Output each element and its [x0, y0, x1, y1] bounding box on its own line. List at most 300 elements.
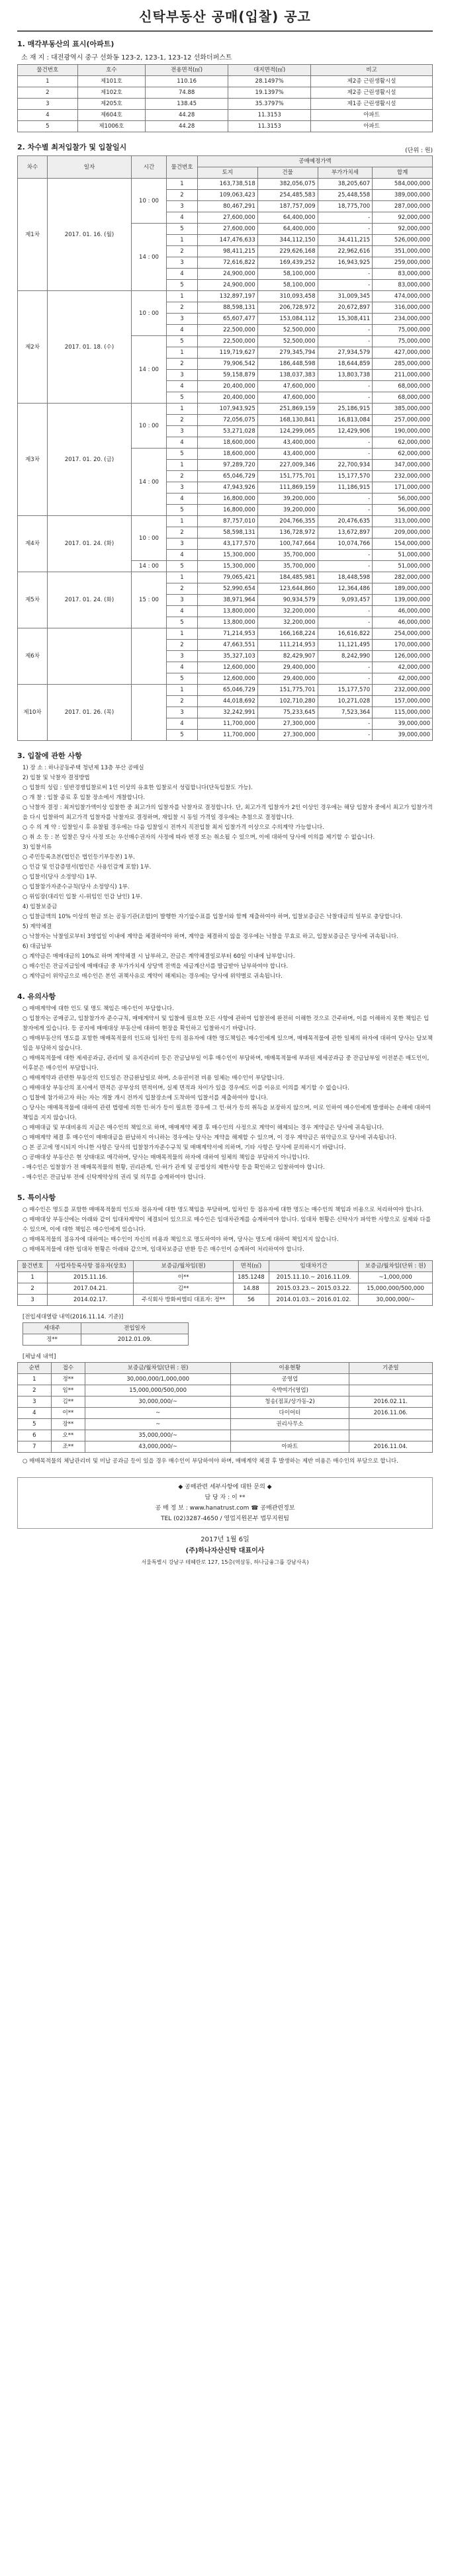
price-cell: 75,000,000 [373, 325, 433, 336]
price-cell: 5 [167, 392, 198, 404]
price-cell: 282,000,000 [373, 572, 433, 583]
special-line: ○ 매수인은 명도를 포함한 매매목적물의 인도와 점유자에 대한 명도책임을 부담하며, 임차인 등 점유자에 대한 명도는 매수인의 책임과 비용으로 처리하여야 합니다. [22, 1207, 424, 1213]
price-cell: 18,600,000 [198, 449, 258, 460]
price-cell: 351,000,000 [373, 246, 433, 257]
price-cell: 157,000,000 [373, 696, 433, 707]
price-cell: 123,644,860 [257, 583, 318, 595]
lease-cell: 김** [134, 1283, 234, 1295]
round-date [48, 628, 132, 685]
caution-line: ○ 공매대상 부동산은 현 상태대로 매각하며, 당사는 매매목적물의 하자에 대하여 일체의 책임을 부담하지 아니합니다. [22, 1154, 310, 1161]
price-cell: 13,803,738 [318, 370, 373, 381]
price-cell: 4 [167, 550, 198, 561]
price-cell: 32,242,991 [198, 707, 258, 718]
tax-header: 이용현황 [231, 1363, 349, 1374]
price-cell: 46,000,000 [373, 617, 433, 628]
price-cell: 285,000,000 [373, 359, 433, 370]
tax-note: ○ 매매목적물의 체납관리비 및 미납 공과금 등이 있을 경우 매수인이 부담하여야 하며, 매매계약 체결 후 발생하는 제반 비용은 매수인의 부담으로 합니다. [22, 1458, 398, 1465]
price-cell: 2 [167, 190, 198, 201]
tax-cell: 공영업 [231, 1374, 349, 1385]
tax-cell: 임** [51, 1385, 85, 1396]
notice-date: 2017년 1월 6일 [201, 1536, 249, 1543]
rule-line: ○ 계약금은 매매대금의 10%로 하며 계약체결 시 납부하고, 잔금은 계약체결일로부터 60일 이내에 납부합니다. [22, 953, 295, 960]
tax-cell: 35,000,000/~ [85, 1430, 231, 1441]
price-row [18, 685, 433, 696]
property-header: 물건번호 [18, 65, 78, 76]
section-2-heading: 2. 차수별 최저입찰가 및 입찰일시 [17, 143, 127, 151]
lease-row [18, 1283, 433, 1295]
price-cell: 51,000,000 [373, 550, 433, 561]
price-cell: 3 [167, 707, 198, 718]
price-cell: 171,000,000 [373, 482, 433, 494]
caution-line: ○ 입찰자는 공매공고, 입찰참가자 준수규칙, 매매계약서 및 입찰에 필요한 모든 사항에 관하여 입찰전에 완전히 이해한 것으로 간주하며, 이를 이해하지 못한 책임은 입찰자에게 있습니다. 등 공지에 매매대상 부동산에 대하여 현장을 확인하고 입찰하시기 바랍니다. [22, 1015, 429, 1032]
lease-cell: 56 [234, 1295, 269, 1306]
price-cell: 11,700,000 [198, 730, 258, 741]
round-time [132, 628, 167, 685]
contact-person: 담 당 자 : 이 ** [204, 1494, 246, 1501]
lease-table [17, 1260, 433, 1306]
price-cell: - [318, 392, 373, 404]
price-cell: 15,177,570 [318, 471, 373, 482]
price-cell: 1 [167, 404, 198, 415]
lease-cell: 2 [18, 1283, 48, 1295]
rule-line: 2) 입찰 및 낙찰자 결정방법 [22, 775, 90, 781]
price-cell: 47,943,926 [198, 482, 258, 494]
price-cell: 206,728,972 [257, 302, 318, 314]
special-line: ○ 매매목적물의 점유자에 대하여는 매수인이 자신의 비용과 책임으로 명도하여야 하며, 당사는 명도에 대하여 책임지지 않습니다. [22, 1236, 339, 1243]
tax-header: 기준일 [349, 1363, 432, 1374]
price-cell: 119,719,627 [198, 347, 258, 359]
price-cell: 9,093,457 [318, 595, 373, 606]
rule-line: ○ 취 소 등 : 본 입찰은 당사 사정 또는 우선매수권자의 사정에 따라 변경 또는 취소될 수 있으며, 이에 대하여 당사에 이의를 제기할 수 없습니다. [22, 834, 375, 841]
price-cell: 43,400,000 [257, 449, 318, 460]
price-cell: - [318, 673, 373, 685]
price-cell: 15,300,000 [198, 561, 258, 572]
price-cell: 56,000,000 [373, 494, 433, 505]
price-cell: 257,000,000 [373, 415, 433, 426]
price-cell: 5 [167, 561, 198, 572]
price-cell: 427,000,000 [373, 347, 433, 359]
price-cell: 29,400,000 [257, 662, 318, 673]
price-cell: 4 [167, 437, 198, 449]
price-cell: 27,934,579 [318, 347, 373, 359]
round-time: 14 : 00 [132, 561, 167, 572]
rule-line: ○ 매수인은 잔금지급일에 매매대금 중 부가가치세 상당액 전액을 세금계산서를 발급받아 납부하여야 합니다. [22, 963, 289, 970]
lease-cell: 15,000,000/500,000 [359, 1283, 433, 1295]
price-cell: 310,093,458 [257, 291, 318, 302]
company-address: 서울특별시 강남구 테헤란로 127, 15층(역삼동, 하나금융그룹 강남사옥) [141, 1559, 309, 1565]
price-cell: 7,523,364 [318, 707, 373, 718]
price-cell: 58,100,000 [257, 280, 318, 291]
price-cell: 22,500,000 [198, 336, 258, 347]
price-cell: 204,766,355 [257, 516, 318, 527]
price-cell: 1 [167, 460, 198, 471]
caution-line: ○ 본 공고에 명시되지 아니한 사항은 당사의 입찰참가자준수규칙 및 매매계약서에 의하며, 기타 사항은 당사에 문의하시기 바랍니다. [22, 1144, 346, 1151]
price-cell: - [318, 718, 373, 730]
tax-cell: ~ [85, 1408, 231, 1419]
round-time: 14 : 00 [132, 336, 167, 404]
company-name: (주)하나자산신탁 대표이사 [185, 1547, 265, 1555]
price-cell: 16,800,000 [198, 505, 258, 516]
rule-line: ○ 수 의 계 약 : 입찰일시 후 유찰될 경우에는 다음 입찰일시 전까지 직전입찰 최저 입찰가격 이상으로 수의계약 가능합니다. [22, 824, 324, 831]
price-cell: 1 [167, 291, 198, 302]
price-cell: 209,000,000 [373, 527, 433, 538]
property-cell: 제2종 근린생활시설 [311, 76, 433, 87]
lease-header: 임대차기간 [269, 1261, 358, 1272]
caution-line: ○ 매매부동산의 명도를 포함한 매매목적물의 인도와 임차인 등의 점유자에 대한 명도책임은 매수인에게 있으며, 매매목적물에 관한 일체의 하자에 대하여 당사는 담보책임을 부담하지 않습니다. [22, 1035, 433, 1052]
price-cell: 18,775,700 [318, 201, 373, 212]
tax-cell [349, 1430, 432, 1441]
price-cell: 87,757,010 [198, 516, 258, 527]
col-expected-price: 공매예정가액 [198, 156, 433, 167]
property-cell: 제1종 근린생활시설 [311, 99, 433, 110]
property-header: 전용면적(㎡) [146, 65, 228, 76]
lease-cell: ~1,000,000 [359, 1272, 433, 1283]
round-date: 2017. 01. 16. (월) [48, 179, 132, 291]
price-cell: 151,775,701 [257, 685, 318, 696]
price-cell: 4 [167, 494, 198, 505]
price-cell: 385,000,000 [373, 404, 433, 415]
price-cell: 2 [167, 527, 198, 538]
rule-line: ○ 계약금이 위약금으로 매수인은 본인 귀책사유로 계약이 해제되는 경우에는 당사에 위약벌로 귀속됩니다. [22, 973, 283, 980]
price-cell: - [318, 212, 373, 224]
tax-row [18, 1396, 433, 1408]
rule-line: 6) 대금납부 [22, 943, 52, 950]
price-cell: 163,738,518 [198, 179, 258, 190]
price-cell: 316,000,000 [373, 302, 433, 314]
price-cell: 344,112,150 [257, 235, 318, 246]
price-cell: - [318, 494, 373, 505]
price-cell: 5 [167, 617, 198, 628]
property-row [18, 110, 433, 121]
price-cell: - [318, 381, 373, 392]
price-cell: - [318, 325, 373, 336]
tax-cell: 4 [18, 1408, 52, 1419]
price-cell: 232,000,000 [373, 471, 433, 482]
price-cell: - [318, 336, 373, 347]
price-row [18, 291, 433, 302]
tax-cell: 청송(점포/상가동-2) [231, 1396, 349, 1408]
price-cell: 44,018,692 [198, 696, 258, 707]
price-cell: 42,000,000 [373, 673, 433, 685]
property-cell: 제1006호 [77, 121, 145, 132]
price-row [18, 516, 433, 527]
price-cell: 3 [167, 314, 198, 325]
property-cell: 제102호 [77, 87, 145, 99]
price-cell: 52,500,000 [257, 325, 318, 336]
price-cell: 18,448,598 [318, 572, 373, 583]
price-cell: 184,485,981 [257, 572, 318, 583]
tax-cell: 2 [18, 1385, 52, 1396]
property-cell: 44.28 [146, 110, 228, 121]
section-3-heading: 3. 입찰에 관한 사항 [17, 751, 82, 760]
price-cell: 68,000,000 [373, 381, 433, 392]
round-time: 10 : 00 [132, 179, 167, 224]
price-cell: 34,411,215 [318, 235, 373, 246]
price-cell: 153,084,112 [257, 314, 318, 325]
lease-cell: 2014.01.03.~ 2016.01.02. [269, 1295, 358, 1306]
price-cell: 190,000,000 [373, 426, 433, 437]
bid-price-table [17, 155, 433, 741]
caution-line: ○ 입찰에 참가하고자 하는 자는 개찰 개시 전까지 입찰장소에 도착하여 입찰서를 제출하여야 합니다. [22, 1095, 268, 1101]
price-cell: - [318, 550, 373, 561]
price-cell: 47,600,000 [257, 381, 318, 392]
price-cell: 232,000,000 [373, 685, 433, 696]
price-cell: 2 [167, 471, 198, 482]
lease-row [18, 1272, 433, 1283]
price-cell: 5 [167, 505, 198, 516]
price-cell: 65,046,729 [198, 685, 258, 696]
property-cell: 138.45 [146, 99, 228, 110]
tax-row [18, 1419, 433, 1430]
round-date: 2017. 01. 18. (수) [48, 291, 132, 404]
property-row [18, 99, 433, 110]
price-cell: 15,177,570 [318, 685, 373, 696]
property-cell: 아파트 [311, 121, 433, 132]
price-cell: 4 [167, 325, 198, 336]
price-cell: 138,037,383 [257, 370, 318, 381]
price-cell: - [318, 617, 373, 628]
caution-line: ○ 매매계약과 관련한 부동산의 인도일은 잔금완납일로 하며, 소유권이전 비용 일체는 매수인이 부담합니다. [22, 1075, 285, 1082]
price-cell: 166,168,224 [257, 628, 318, 640]
price-cell: 92,000,000 [373, 224, 433, 235]
price-cell: 3 [167, 426, 198, 437]
property-table [17, 64, 433, 132]
price-cell: 62,000,000 [373, 437, 433, 449]
col-building: 건물 [257, 167, 318, 179]
price-cell: 115,000,000 [373, 707, 433, 718]
rule-line: ○ 입찰참가자준수규칙(당사 소정양식) 1부. [22, 884, 130, 890]
tax-cell: 6 [18, 1430, 52, 1441]
price-cell: 65,607,477 [198, 314, 258, 325]
price-cell: 126,000,000 [373, 651, 433, 662]
price-cell: 254,000,000 [373, 628, 433, 640]
col-total: 합계 [373, 167, 433, 179]
property-cell: 110.16 [146, 76, 228, 87]
round-date: 2017. 01. 24. (화) [48, 572, 132, 628]
price-cell: 1 [167, 685, 198, 696]
price-cell: 12,364,486 [318, 583, 373, 595]
tax-cell: 숙박여가(영업) [231, 1385, 349, 1396]
residence-cell: 2012.01.09. [81, 1334, 188, 1346]
col-date: 일자 [48, 156, 132, 179]
price-cell: 168,130,841 [257, 415, 318, 426]
tax-cell: 15,000,000/500,000 [85, 1385, 231, 1396]
round-label: 제4차 [18, 516, 48, 572]
lease-cell: 185.1248 [234, 1272, 269, 1283]
price-cell: 2 [167, 246, 198, 257]
property-cell: 35.3797% [228, 99, 311, 110]
tax-cell [231, 1430, 349, 1441]
tax-cell: 오** [51, 1430, 85, 1441]
price-cell: 154,000,000 [373, 538, 433, 550]
price-cell: 2 [167, 302, 198, 314]
price-cell: 24,900,000 [198, 280, 258, 291]
lease-header: 보증금/월차임(단위 : 원) [359, 1261, 433, 1272]
price-cell: 3 [167, 482, 198, 494]
price-cell: 186,448,598 [257, 359, 318, 370]
col-land: 토지 [198, 167, 258, 179]
round-label: 제3차 [18, 404, 48, 516]
price-cell: 24,900,000 [198, 269, 258, 280]
price-cell: 27,600,000 [198, 212, 258, 224]
price-cell: - [318, 561, 373, 572]
price-cell: 53,271,028 [198, 426, 258, 437]
tax-cell: 1 [18, 1374, 52, 1385]
price-cell: 20,672,897 [318, 302, 373, 314]
round-label: 제2차 [18, 291, 48, 404]
price-cell: 4 [167, 269, 198, 280]
property-header: 비고 [311, 65, 433, 76]
lease-cell: 3 [18, 1295, 48, 1306]
price-cell: 254,485,583 [257, 190, 318, 201]
price-cell: 102,710,280 [257, 696, 318, 707]
price-cell: 227,009,346 [257, 460, 318, 471]
price-cell: 52,990,654 [198, 583, 258, 595]
price-cell: 147,476,633 [198, 235, 258, 246]
price-cell: 27,600,000 [198, 224, 258, 235]
round-time: 10 : 00 [132, 404, 167, 449]
price-cell: 92,000,000 [373, 212, 433, 224]
tax-row [18, 1385, 433, 1396]
contact-web[interactable]: 공 매 정 보 : www.hanatrust.com ☎ 공매관련정보 [155, 1505, 295, 1512]
price-cell: 47,600,000 [257, 392, 318, 404]
property-cell: 3 [18, 99, 78, 110]
price-cell: 2 [167, 640, 198, 651]
price-cell: 16,813,084 [318, 415, 373, 426]
caution-line: ○ 매매계약 체결 후 매수인이 매매대금을 완납하지 아니하는 경우에는 당사는 계약을 해제할 수 있으며, 이 경우 계약금은 위약금으로 당사에 귀속됩니다. [22, 1135, 397, 1141]
price-cell: 22,700,934 [318, 460, 373, 471]
property-row [18, 87, 433, 99]
price-cell: 2 [167, 583, 198, 595]
price-cell: 16,800,000 [198, 494, 258, 505]
price-cell: 32,200,000 [257, 606, 318, 617]
price-cell: 27,300,000 [257, 730, 318, 741]
price-cell: 251,869,159 [257, 404, 318, 415]
price-cell: 58,598,131 [198, 527, 258, 538]
price-cell: 22,500,000 [198, 325, 258, 336]
price-cell: - [318, 449, 373, 460]
tax-cell: 2016.02.11. [349, 1396, 432, 1408]
rule-line: 4) 입찰보증금 [22, 904, 58, 910]
tax-cell: ~ [85, 1419, 231, 1430]
property-cell: 5 [18, 121, 78, 132]
section-4-heading: 4. 유의사항 [17, 992, 56, 1001]
price-cell: 109,063,423 [198, 190, 258, 201]
price-cell: 4 [167, 606, 198, 617]
round-date: 2017. 01. 26. (목) [48, 685, 132, 741]
caution-line: ○ 매매대금 및 부대비용의 지급은 매수인의 책임으로 하며, 매매계약 체결 후 매수인의 사정으로 계약이 해제되는 경우 계약금은 당사에 귀속됩니다. [22, 1125, 384, 1131]
tax-row [18, 1430, 433, 1441]
price-cell: 4 [167, 718, 198, 730]
page-title: 신탁부동산 공매(입찰) 공고 [139, 9, 311, 24]
price-cell: 65,046,729 [198, 471, 258, 482]
lease-header: 면적(㎡) [234, 1261, 269, 1272]
price-cell: 5 [167, 673, 198, 685]
property-cell: 2 [18, 87, 78, 99]
title-divider [17, 30, 433, 32]
price-cell: 15,300,000 [198, 550, 258, 561]
price-cell: 39,200,000 [257, 505, 318, 516]
rule-line: 5) 계약체결 [22, 923, 52, 930]
round-date: 2017. 01. 20. (금) [48, 404, 132, 516]
price-cell: 13,672,897 [318, 527, 373, 538]
caution-line: ○ 매매계약에 대한 인도 및 명도 책임은 매수인이 부담합니다. [22, 1006, 174, 1012]
price-cell: 35,700,000 [257, 561, 318, 572]
residence-cell: 정** [23, 1334, 81, 1346]
price-cell: 12,429,906 [318, 426, 373, 437]
tax-cell: 다이어터 [231, 1408, 349, 1419]
tax-cell [349, 1419, 432, 1430]
tax-cell: 3 [18, 1396, 52, 1408]
rule-line: ○ 입찰서(당사 소정양식) 1부. [22, 874, 97, 880]
price-cell: - [318, 280, 373, 291]
rule-line: 1) 장 소 : 하나공동주택 청년제 13층 부산 공매실 [22, 765, 144, 771]
tax-cell: 정** [51, 1374, 85, 1385]
lease-cell: 2015.11.10.~ 2016.11.09. [269, 1272, 358, 1283]
tax-cell: 43,000,000/~ [85, 1441, 231, 1453]
price-cell: 12,600,000 [198, 662, 258, 673]
price-cell: 13,800,000 [198, 606, 258, 617]
tax-row [18, 1441, 433, 1453]
price-cell: 13,800,000 [198, 617, 258, 628]
col-time: 시간 [132, 156, 167, 179]
tax-row [18, 1408, 433, 1419]
lease-cell: 2015.11.16. [48, 1272, 134, 1283]
tax-cell: 30,000,000/1,000,000 [85, 1374, 231, 1385]
contact-title: ◆ 공매관련 세부사항에 대한 문의 ◆ [178, 1484, 272, 1490]
tax-header: 보증금/월차임(단위 : 원) [85, 1363, 231, 1374]
round-date: 2017. 01. 24. (화) [48, 516, 132, 572]
tax-cell: 아파트 [231, 1441, 349, 1453]
price-cell: 47,663,551 [198, 640, 258, 651]
price-cell: 79,906,542 [198, 359, 258, 370]
price-cell: 29,400,000 [257, 673, 318, 685]
price-cell: 80,467,291 [198, 201, 258, 212]
rule-line: ○ 낙찰자는 낙찰일로부터 3영업일 이내에 계약을 체결하여야 하며, 계약을 체결하지 않을 경우에는 낙찰을 무효로 하고, 입찰보증금은 당사에 귀속됩니다. [22, 933, 398, 940]
price-cell: 100,747,664 [257, 538, 318, 550]
price-cell: 5 [167, 730, 198, 741]
price-cell: 5 [167, 224, 198, 235]
bid-rules [17, 763, 433, 982]
tax-cell: 김** [51, 1396, 85, 1408]
price-cell: 38,971,964 [198, 595, 258, 606]
price-row [18, 572, 433, 583]
caution-line: ○ 매매대상 부동산의 표시에서 면적은 공부상의 면적이며, 실제 면적과 차이가 있을 경우에도 이를 이유로 이의를 제기할 수 없습니다. [22, 1085, 349, 1092]
round-time: 10 : 00 [132, 516, 167, 561]
price-cell: 71,214,953 [198, 628, 258, 640]
lease-cell: 30,000,000/~ [359, 1295, 433, 1306]
price-cell: 25,186,915 [318, 404, 373, 415]
price-cell: 35,700,000 [257, 550, 318, 561]
price-cell: 170,000,000 [373, 640, 433, 651]
price-cell: 2 [167, 415, 198, 426]
residence-table [22, 1322, 189, 1346]
price-cell: 111,869,159 [257, 482, 318, 494]
rule-line: ○ 위임장(대리인 입찰 시-위임인 인감 날인) 1부. [22, 894, 143, 900]
price-cell: 16,943,925 [318, 257, 373, 269]
price-cell: 5 [167, 449, 198, 460]
price-cell: 35,327,103 [198, 651, 258, 662]
price-cell: 42,000,000 [373, 662, 433, 673]
price-cell: 46,000,000 [373, 606, 433, 617]
price-cell: 111,214,953 [257, 640, 318, 651]
price-cell: 10,074,766 [318, 538, 373, 550]
special-notes [17, 1205, 433, 1255]
price-cell: 259,000,000 [373, 257, 433, 269]
tax-cell: 7 [18, 1441, 52, 1453]
price-cell: 83,000,000 [373, 280, 433, 291]
unit-label: (단위 : 원) [405, 148, 433, 154]
